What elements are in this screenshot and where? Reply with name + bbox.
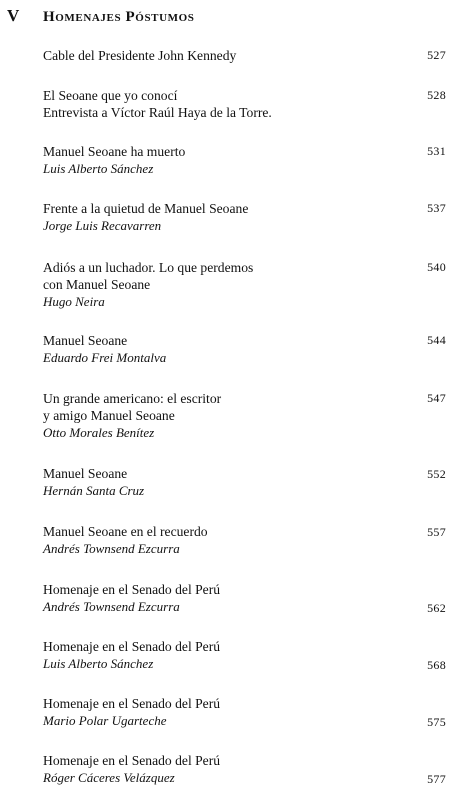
toc-entry: [43, 465, 448, 499]
entry-page-number: 537: [427, 201, 446, 215]
entry-title-line: Frente a la quietud de Manuel Seoane: [43, 201, 249, 216]
entry-author: Luis Alberto Sánchez: [43, 161, 154, 176]
toc-entry: [43, 752, 448, 786]
entry-author: Andrés Townsend Ezcurra: [43, 541, 180, 556]
section-header: [7, 6, 195, 30]
entry-page-number: 568: [427, 658, 446, 672]
entry-author: Hernán Santa Cruz: [43, 483, 145, 498]
entry-title-line: y amigo Manuel Seoane: [43, 408, 175, 423]
entry-page-number: 557: [427, 525, 446, 539]
entry-title-line: Homenaje en el Senado del Perú: [43, 582, 221, 597]
entry-page-number: 562: [427, 601, 446, 615]
toc-entry: [43, 259, 448, 310]
entry-title-line: Homenaje en el Senado del Perú: [43, 639, 221, 654]
entry-title-line: Entrevista a Víctor Raúl Haya de la Torre.: [43, 105, 272, 120]
entry-title-line: Homenaje en el Senado del Perú: [43, 696, 221, 711]
toc-entry: [43, 143, 448, 177]
toc-entry: [43, 47, 448, 64]
entry-page-number: 547: [427, 391, 446, 405]
entry-author: Luis Alberto Sánchez: [43, 656, 154, 671]
entry-page-number: 527: [427, 48, 446, 62]
toc-entry: [43, 523, 448, 557]
entry-author: Róger Cáceres Velázquez: [43, 770, 175, 785]
entry-page-number: 540: [427, 260, 446, 274]
entry-author: Jorge Luis Recavarren: [43, 218, 162, 233]
entry-page-number: 552: [427, 467, 446, 481]
entry-author: Eduardo Frei Montalva: [43, 350, 167, 365]
entry-title-line: Manuel Seoane en el recuerdo: [43, 524, 208, 539]
entry-author: Otto Morales Benítez: [43, 425, 155, 440]
section-title: Homenajes Póstumos: [43, 9, 195, 25]
entry-author: Mario Polar Ugarteche: [43, 713, 167, 728]
section-number: V: [7, 6, 20, 25]
entry-title-line: El Seoane que yo conocí: [43, 88, 178, 103]
entry-page-number: 577: [427, 772, 446, 786]
entry-title-line: Manuel Seoane: [43, 333, 128, 348]
toc-entry: [43, 200, 448, 234]
entry-title-line: Un grande americano: el escritor: [43, 391, 222, 406]
toc-entry: [43, 332, 448, 366]
entry-title-line: con Manuel Seoane: [43, 277, 151, 292]
entry-page-number: 575: [427, 715, 446, 729]
toc-entry: [43, 581, 448, 615]
entry-title-line: Adiós a un luchador. Lo que perdemos: [43, 260, 254, 275]
entry-page-number: 531: [427, 144, 446, 158]
toc-entry: [43, 390, 448, 441]
entry-page-number: 528: [427, 88, 446, 102]
entry-title-line: Manuel Seoane: [43, 466, 128, 481]
entry-title-line: Cable del Presidente John Kennedy: [43, 48, 237, 63]
toc-entry: [43, 695, 448, 729]
entry-author: Andrés Townsend Ezcurra: [43, 599, 180, 614]
toc-entry: [43, 87, 448, 121]
entry-title-line: Homenaje en el Senado del Perú: [43, 753, 221, 768]
toc-entry: [43, 638, 448, 672]
entry-page-number: 544: [427, 333, 446, 347]
entry-author: Hugo Neira: [43, 294, 105, 309]
entry-title-line: Manuel Seoane ha muerto: [43, 144, 186, 159]
